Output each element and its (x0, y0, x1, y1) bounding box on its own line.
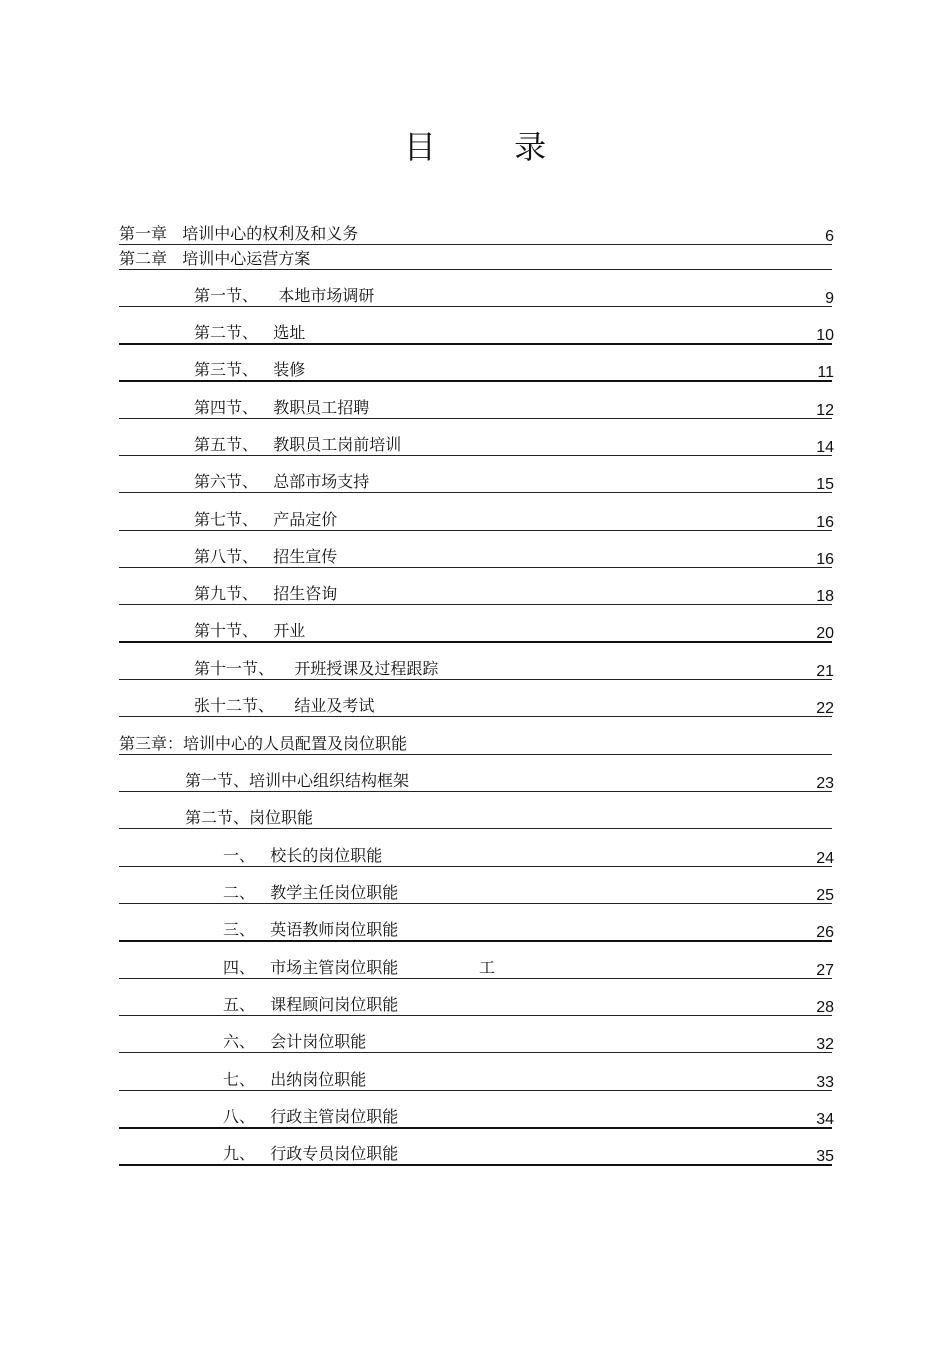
toc-entry[interactable] (119, 1142, 832, 1166)
toc-entry[interactable] (119, 1068, 832, 1091)
toc-entry-label: 第二节、岗位职能 (185, 808, 314, 827)
toc-entry[interactable] (119, 844, 832, 867)
toc-entry-label: 第一节、培训中心组织结构框架 (185, 771, 410, 790)
toc-entry[interactable] (119, 881, 832, 904)
toc-entry-label: 第二节、 选址 (194, 323, 306, 342)
toc-entry[interactable] (119, 619, 832, 643)
toc-entry-page: 22 (816, 700, 834, 717)
toc-entry-page: 25 (816, 887, 834, 904)
toc-entry-page: 27 (816, 962, 834, 979)
toc-entry-page: 28 (816, 999, 834, 1016)
toc-entry-label: 张十二节、 结业及考试 (194, 696, 375, 715)
toc-entry[interactable] (119, 396, 832, 419)
toc-entry[interactable] (119, 918, 832, 942)
toc-entry-page: 9 (825, 290, 834, 307)
toc-entry-label: 第八节、 招生宣传 (194, 547, 338, 566)
toc-entry-label: 四、 市场主管岗位职能 (223, 958, 399, 977)
toc-entry[interactable] (119, 1030, 832, 1053)
toc-entry[interactable] (119, 657, 832, 680)
toc-entry[interactable] (119, 993, 832, 1016)
toc-entry-page: 26 (816, 924, 834, 941)
toc-entry[interactable] (119, 956, 832, 979)
toc-entry-label: 七、 出纳岗位职能 (223, 1070, 367, 1089)
toc-entry-label: 一、 校长的岗位职能 (223, 846, 383, 865)
toc-entry-page: 6 (825, 228, 834, 245)
toc-entry-page: 12 (816, 402, 834, 419)
toc-entry-label: 第九节、 招生咨询 (194, 584, 338, 603)
toc-entry-page: 10 (816, 327, 834, 344)
toc-entry[interactable] (119, 433, 832, 456)
toc-entry-label: 五、 课程顾问岗位职能 (223, 995, 399, 1014)
toc-entry[interactable] (119, 247, 832, 270)
toc-entry[interactable] (119, 284, 832, 307)
toc-entry-page: 32 (816, 1036, 834, 1053)
title-char-2: 录 (514, 128, 547, 166)
toc-entry[interactable] (119, 806, 832, 829)
toc-entry-label: 第七节、 产品定价 (194, 510, 338, 529)
toc-entry-label: 第三章：培训中心的人员配置及岗位职能 (119, 734, 408, 753)
toc-entry[interactable] (119, 222, 832, 245)
toc-entry-label: 第一节、 本地市场调研 (194, 286, 375, 305)
toc-entry-page: 23 (816, 775, 834, 792)
toc-entry-page: 18 (816, 588, 834, 605)
toc-entry[interactable] (119, 508, 832, 531)
toc-entry-label: 第六节、 总部市场支持 (194, 472, 370, 491)
toc-entry-page: 15 (816, 476, 834, 493)
toc-entry-label: 第十节、 开业 (194, 621, 306, 640)
toc-entry-page: 11 (817, 364, 834, 381)
toc-entry[interactable] (119, 358, 832, 382)
toc-entry[interactable] (119, 470, 832, 493)
toc-entry-stray-char: 工 (479, 958, 496, 977)
toc-entry-page: 16 (816, 514, 834, 531)
toc-entry-page: 35 (816, 1148, 834, 1165)
toc-entry-label: 六、 会计岗位职能 (223, 1032, 367, 1051)
toc-entry-label: 第十一节、 开班授课及过程跟踪 (194, 659, 439, 678)
toc-entry-label: 九、 行政专员岗位职能 (223, 1144, 399, 1163)
toc-entry[interactable] (119, 1105, 832, 1129)
table-of-contents (119, 0, 832, 1345)
toc-entry-page: 34 (816, 1111, 834, 1128)
toc-entry[interactable] (119, 732, 832, 755)
title-char-1: 目 (403, 128, 436, 166)
toc-entry[interactable] (119, 545, 832, 568)
toc-entry-label: 第三节、 装修 (194, 360, 306, 379)
toc-entry-label: 第一章 培训中心的权利及和义务 (119, 224, 359, 243)
toc-entry-page: 20 (816, 625, 834, 642)
toc-entry-page: 14 (816, 439, 834, 456)
toc-entry[interactable] (119, 582, 832, 605)
toc-entry-page: 33 (816, 1074, 834, 1091)
toc-entry-label: 二、 教学主任岗位职能 (223, 883, 399, 902)
toc-entry-label: 第四节、 教职员工招聘 (194, 398, 370, 417)
toc-entry-label: 三、 英语教师岗位职能 (223, 920, 399, 939)
toc-entry-label: 八、 行政主管岗位职能 (223, 1107, 399, 1126)
toc-entry[interactable] (119, 769, 832, 792)
toc-entry-page: 24 (816, 850, 834, 867)
toc-entry-label: 第二章 培训中心运营方案 (119, 249, 311, 268)
toc-entry[interactable] (119, 694, 832, 717)
toc-entry-page: 16 (816, 551, 834, 568)
toc-entry-page: 21 (816, 663, 834, 680)
toc-entry-label: 第五节、 教职员工岗前培训 (194, 435, 402, 454)
toc-entry[interactable] (119, 321, 832, 345)
